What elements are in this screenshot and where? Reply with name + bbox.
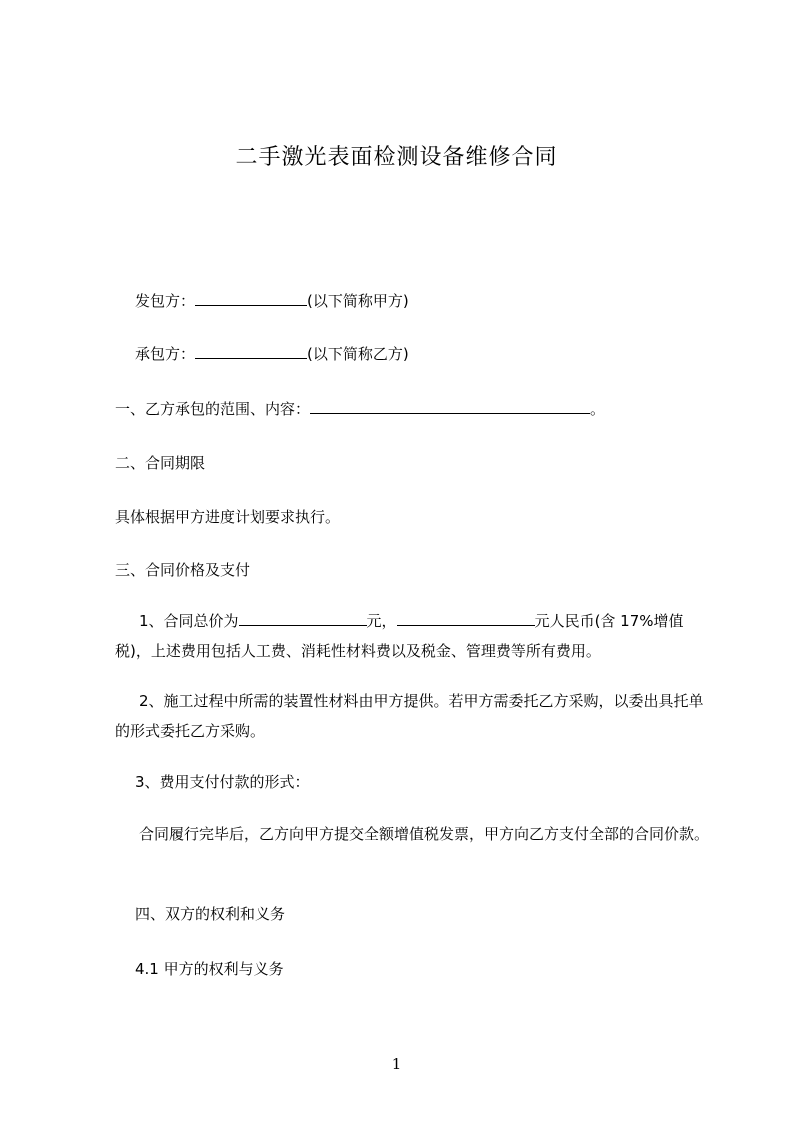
- party-b-blank: [195, 343, 307, 359]
- term-heading: 二、合同期限: [115, 454, 206, 472]
- party-b-suffix: (以下简称乙方): [307, 345, 409, 363]
- rights-sub-1: 4.1 甲方的权利与义务: [135, 960, 284, 978]
- price-item-2: 2、施工过程中所需的装置性材料由甲方提供。若甲方需委托乙方采购，以委出具托单的形式委托乙方采购。: [115, 692, 704, 740]
- price-heading: 三、合同价格及支付: [115, 561, 251, 579]
- party-a-suffix: (以下简称甲方): [307, 292, 409, 310]
- rmb-amount-blank: [397, 610, 535, 626]
- rights-heading: 四、双方的权利和义务: [135, 905, 286, 923]
- party-b-line: [115, 339, 735, 369]
- term-text: 具体根据甲方进度计划要求执行。: [115, 508, 341, 526]
- scope-end: 。: [590, 400, 606, 418]
- price-item-1-b: 元，: [366, 612, 397, 630]
- total-price-blank: [239, 610, 367, 626]
- price-item-1-c: 元人民币(含 17%增值税)，上述费用包括人工费、消耗性材料费以及税金、管理费等所有费用。: [115, 612, 684, 660]
- payment-text: 合同履行完毕后，乙方向甲方提交全额增值税发票，甲方向乙方支付全部的合同价款。: [139, 825, 710, 843]
- price-item-1: [115, 606, 710, 666]
- scope-blank: [310, 398, 590, 414]
- price-item-3: 3、费用支付付款的形式：: [135, 773, 310, 791]
- scope-label: 一、乙方承包的范围、内容：: [115, 400, 311, 418]
- price-item-1-a: 1、合同总价为: [139, 612, 239, 630]
- party-a-line: [115, 286, 735, 316]
- party-b-label: 承包方：: [135, 345, 196, 363]
- scope-line: [115, 394, 715, 424]
- party-a-blank: [195, 290, 307, 306]
- document-title: 二手激光表面检测设备维修合同: [235, 145, 558, 170]
- party-a-label: 发包方：: [135, 292, 196, 310]
- page-number: 1: [391, 1055, 402, 1073]
